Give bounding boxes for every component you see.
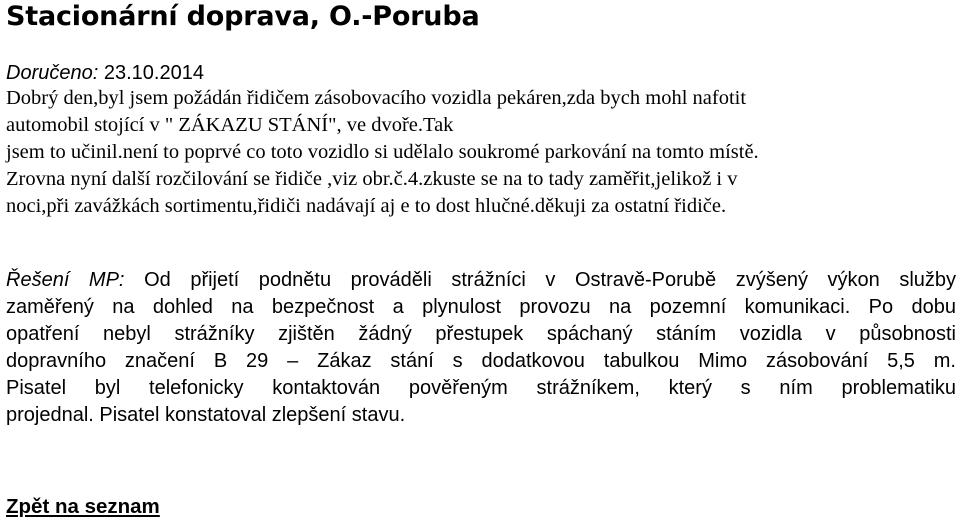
delivered-date (6, 62, 956, 85)
delivered-label: Doručeno: (6, 62, 99, 84)
complaint-message (6, 85, 936, 220)
back-to-list-link[interactable]: Zpět na seznam (6, 495, 160, 518)
message-line: automobil stojící v " ZÁKAZU STÁNÍ", ve dvoře.Tak (6, 114, 454, 136)
resolution-line: Pisatel byl telefonicky kontaktován pověřeným strážníkem, který s ním problematiku (6, 377, 956, 399)
resolution-text (6, 267, 956, 429)
message-line: Dobrý den,byl jsem požádán řidičem zásobovacího vozidla pekáren,zda bych mohl nafotit (6, 87, 747, 109)
message-line: noci,při zavážkách sortimentu,řidiči nadávají aj e to dost hlučné.děkuji za ostatní řidiče. (6, 195, 727, 217)
resolution-line-text: Od přijetí podnětu prováděli strážníci v Ostravě-Porubě zvýšený výkon služby (144, 269, 957, 291)
document-page (6, 0, 956, 429)
resolution-label: Řešení MP: (6, 269, 125, 291)
message-line: jsem to učinil.není to poprvé co toto vozidlo si udělalo soukromé parkování na tomto místě. (6, 141, 759, 163)
message-line: Zrovna nyní další rozčilování se řidiče ,viz obr.č.4.zkuste se na to tady zaměřit,jelikož i v (6, 168, 738, 190)
delivered-value: 23.10.2014 (103, 62, 204, 84)
resolution-line: opatření nebyl strážníky zjištěn žádný přestupek spáchaný stáním vozidla v působnosti (6, 323, 956, 345)
resolution-line (6, 267, 956, 294)
resolution-line: zaměřený na dohled na bezpečnost a plynulost provozu na pozemní komunikaci. Po dobu (6, 296, 956, 318)
page-title: Stacionární doprava, O.-Poruba (6, 1, 480, 32)
resolution-line: projednal. Pisatel konstatoval zlepšení stavu. (6, 404, 406, 426)
resolution-line: dopravního značení B 29 – Zákaz stání s dodatkovou tabulkou Mimo zásobování 5,5 m. (6, 350, 956, 372)
